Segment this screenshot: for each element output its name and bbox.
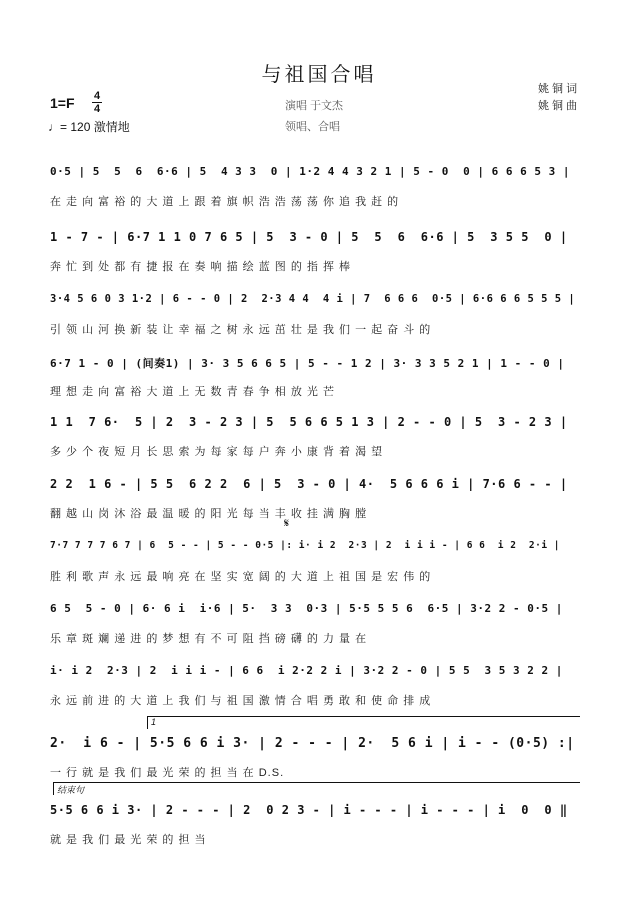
singer-credit: 演唱 于文杰 xyxy=(285,100,344,112)
lyrics-line: 翻 越 山 岗 沐 浴 最 温 暖 的 阳 光 每 当 丰 收 挂 满 胸 膛 xyxy=(50,508,368,520)
notation-line: 7·7 7 7 7 6 7 | 6 5 - - | 5 - - 0·5 |: i· i 2 2·3 | 2 i i i - | 6 6 i 2 2·i | xyxy=(50,540,560,551)
performance-mode: 领唱、合唱 xyxy=(285,121,340,133)
time-signature xyxy=(92,91,102,114)
coda-label: 结束句 xyxy=(57,785,85,795)
lyrics-line: 乐 章 斑 斓 递 进 的 梦 想 有 不 可 阻 挡 磅 礴 的 力 量 在 xyxy=(50,633,368,645)
lyrics-line: 一 行 就 是 我 们 最 光 荣 的 担 当 在 D.S. xyxy=(50,767,285,779)
coda-bracket xyxy=(53,782,580,795)
segno-sign: 𝄋 xyxy=(284,516,290,530)
lyrics-line: 在 走 向 富 裕 的 大 道 上 跟 着 旗 帜 浩 浩 荡 荡 你 追 我 赶 的 xyxy=(50,196,400,208)
lyrics-line: 引 领 山 河 换 新 装 让 幸 福 之 树 永 远 茁 壮 是 我 们 一 起 奋 斗 的 xyxy=(50,324,432,336)
notation-line: 5·5 6 6 i 3· | 2 - - - | 2 0 2 3 - | i - - - | i - - - | i 0 0 ‖ xyxy=(50,803,568,817)
lyrics-line: 永 远 前 进 的 大 道 上 我 们 与 祖 国 激 情 合 唱 勇 敢 和 使 命 排 成 xyxy=(50,695,432,707)
lyrics-line: 多 少 个 夜 短 月 长 思 索 为 每 家 每 户 奔 小 康 背 着 渴 望 xyxy=(50,446,384,458)
volta-number: 1 xyxy=(151,717,157,727)
song-title: 与祖国合唱 xyxy=(261,64,377,86)
notation-line: 2· i 6 - | 5·5 6 6 i 3· | 2 - - - | 2· 5 6 i | i - - (0·5) :| xyxy=(50,736,575,751)
time-signature-top: 4 xyxy=(93,90,101,102)
notation-line: 0·5 | 5 5 6 6·6 | 5 4 3 3 0 | 1·2 4 4 3 2 1 | 5 - 0 0 | 6 6 6 5 3 | xyxy=(50,165,570,178)
notation-line: 3·4 5 6 0 3 1·2 | 6 - - 0 | 2 2·3 4 4 4 i | 7 6 6 6 0·5 | 6·6 6 6 5 5 5 | xyxy=(50,293,576,305)
composer-credit: 姚 铜 曲 xyxy=(538,100,578,112)
time-signature-bottom: 4 xyxy=(93,103,101,115)
notation-line: 1 - 7 - | 6·7 1 1 0 7 6 5 | 5 3 - 0 | 5 5 6 6·6 | 5 3 5 5 0 | xyxy=(50,230,568,244)
notation-line: 2 2 1 6 - | 5 5 6 2 2 6 | 5 3 - 0 | 4· 5 6 6 6 i | 7·6 6 - - | xyxy=(50,477,568,491)
lyrics-line: 理 想 走 向 富 裕 大 道 上 无 数 青 春 争 相 放 光 芒 xyxy=(50,386,335,398)
notation-line: 1 1 7 6· 5 | 2 3 - 2 3 | 5 5 6 6 5 1 3 | 2 - - 0 | 5 3 - 2 3 | xyxy=(50,415,568,429)
notation-line: i· i 2 2·3 | 2 i i i - | 6 6 i 2·2 2 i | 3·2 2 - 0 | 5 5 3 5 3 2 2 | xyxy=(50,664,563,677)
notation-line: 6 5 5 - 0 | 6· 6 i i·6 | 5· 3 3 0·3 | 5·5 5 5 6 6·5 | 3·2 2 - 0·5 | xyxy=(50,602,563,615)
notation-line: 6·7 1 - 0 | (间奏1) | 3· 3 5 6 6 5 | 5 - - 1 2 | 3· 3 3 5 2 1 | 1 - - 0 | xyxy=(50,357,565,370)
lyrics-line: 胜 利 歌 声 永 远 最 响 亮 在 坚 实 宽 阔 的 大 道 上 祖 国 是 宏 伟 的 xyxy=(50,571,432,583)
lyrics-line: 就 是 我 们 最 光 荣 的 担 当 xyxy=(50,834,207,846)
lyrics-line: 奔 忙 到 处 都 有 捷 报 在 奏 响 描 绘 蓝 图 的 指 挥 棒 xyxy=(50,261,352,273)
lyricist-credit: 姚 铜 词 xyxy=(538,83,578,95)
tempo-marking: ♩= 120 激情地 xyxy=(48,120,130,134)
key-signature: 1=F xyxy=(50,95,75,111)
volta-bracket-1 xyxy=(147,716,580,729)
